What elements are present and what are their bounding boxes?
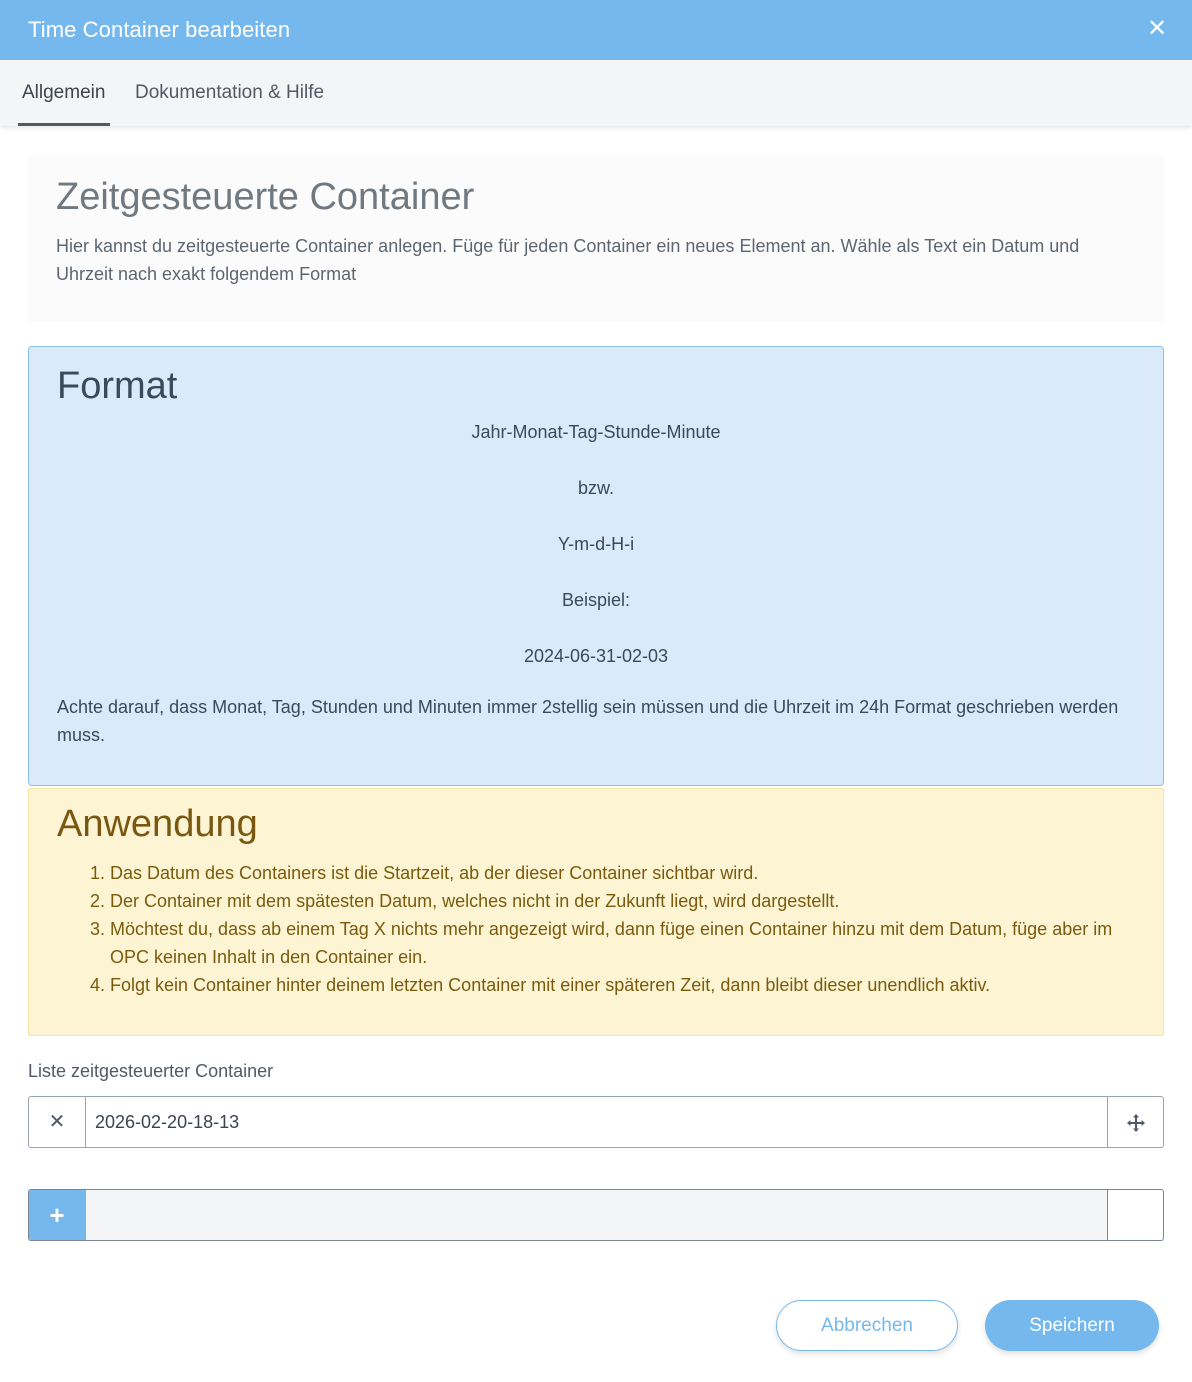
anwendung-box xyxy=(28,788,1164,1036)
dialog-header xyxy=(0,0,1192,60)
empty-action-cell xyxy=(1107,1190,1163,1240)
new-container-input[interactable] xyxy=(86,1190,1108,1240)
anwendung-heading: Anwendung xyxy=(57,803,258,845)
remove-icon[interactable]: ✕ xyxy=(29,1097,86,1147)
new-container-row xyxy=(28,1189,1164,1241)
format-line-bzw: bzw. xyxy=(577,478,615,498)
intro-panel xyxy=(28,156,1164,322)
dialog-title: Time Container bearbeiten xyxy=(28,17,291,42)
container-date-input[interactable] xyxy=(86,1097,1108,1147)
list-item: 2. Der Container mit dem spätesten Datum, welches nicht in der Zukunft liegt, wird dargestellt. xyxy=(110,887,1140,915)
list-item: 4. Folgt kein Container hinter deinem letzten Container mit einer späteren Zeit, dann bleibt dieser unendlich aktiv. xyxy=(110,971,1140,999)
anwendung-list xyxy=(110,859,1140,999)
format-info-box xyxy=(28,346,1164,786)
save-button[interactable]: Speichern xyxy=(985,1300,1159,1351)
format-line-beispiel: Beispiel: xyxy=(561,590,631,610)
intro-heading: Zeitgesteuerte Container xyxy=(56,176,475,218)
format-heading: Format xyxy=(57,365,178,407)
tab-dokumentation-hilfe[interactable]: Dokumentation & Hilfe xyxy=(135,82,325,103)
format-line-code: Y-m-d-H-i xyxy=(557,534,635,554)
tab-allgemein[interactable]: Allgemein xyxy=(22,82,106,103)
format-line-example: 2024-06-31-02-03 xyxy=(523,646,669,666)
container-list-label: Liste zeitgesteuerter Container xyxy=(28,1061,274,1081)
move-icon[interactable] xyxy=(1107,1097,1163,1147)
intro-text: Hier kannst du zeitgesteuerte Container anlegen. Füge für jeden Container ein neues Element an. Wähle als Text ein Datum und Uhrzeit nach exakt folgendem Format xyxy=(56,236,1080,284)
close-icon[interactable]: ✕ xyxy=(1146,15,1168,42)
cancel-button[interactable]: Abbrechen xyxy=(776,1300,958,1351)
plus-icon[interactable]: + xyxy=(29,1190,86,1240)
tab-bar xyxy=(0,60,1192,126)
format-note: Achte darauf, dass Monat, Tag, Stunden und Minuten immer 2stellig sein müssen und die Uhrzeit im 24h Format geschrieben werden muss. xyxy=(57,697,1119,745)
active-tab-indicator xyxy=(18,123,110,126)
list-item: 1. Das Datum des Containers ist die Startzeit, ab der dieser Container sichtbar wird. xyxy=(110,859,1140,887)
format-line-pattern: Jahr-Monat-Tag-Stunde-Minute xyxy=(471,422,721,442)
container-entry-row xyxy=(28,1096,1164,1148)
list-item: 3. Möchtest du, dass ab einem Tag X nichts mehr angezeigt wird, dann füge einen Container hinzu mit dem Datum, füge aber im OPC keinen Inhalt in den Container ein. xyxy=(110,915,1140,971)
